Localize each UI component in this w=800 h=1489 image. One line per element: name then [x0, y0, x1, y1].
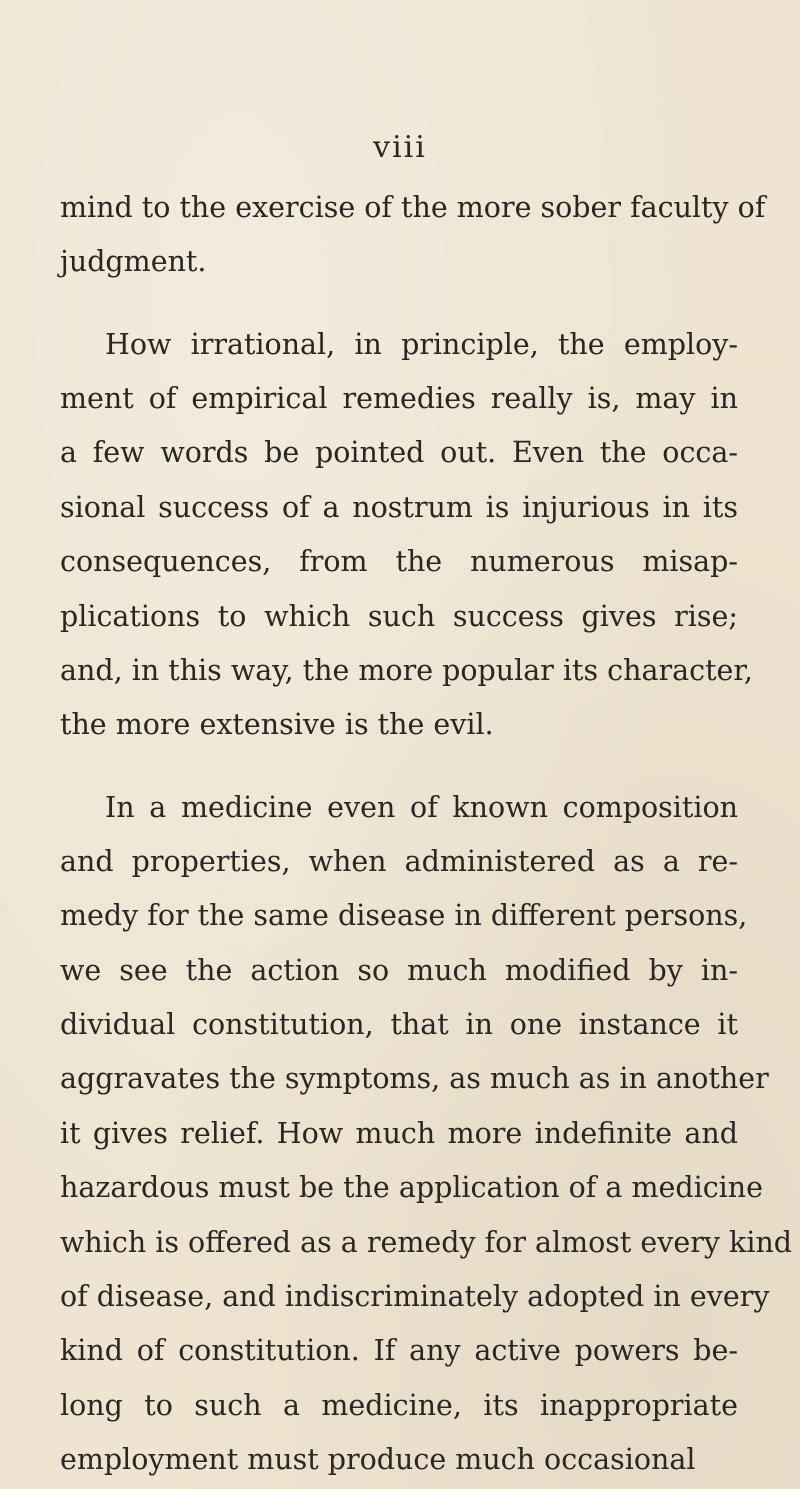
text-line: consequences, from the numerous misap-	[60, 545, 738, 578]
text-line: the more extensive is the evil.	[60, 708, 494, 741]
text-line: we see the action so much modified by in-	[60, 954, 738, 987]
text-line: kind of constitution. If any active powers be-	[60, 1334, 738, 1367]
text-line: sional success of a nostrum is injurious in its	[60, 491, 738, 524]
text-line: mind to the exercise of the more sober faculty of	[60, 191, 766, 224]
text-line: judgment.	[60, 245, 207, 278]
text-line: long to such a medicine, its inappropriate	[60, 1389, 738, 1422]
text-line: employment must produce much occasional	[60, 1443, 696, 1476]
text-line: dividual constitution, that in one instance it	[60, 1008, 738, 1041]
text-line: aggravates the symptoms, as much as in another	[60, 1062, 769, 1095]
text-line: How irrational, in principle, the employ-	[105, 328, 738, 361]
text-line: which is offered as a remedy for almost every kind	[60, 1226, 793, 1259]
text-line: medy for the same disease in different persons,	[60, 899, 748, 932]
text-line: and, in this way, the more popular its character,	[60, 654, 753, 687]
text-line: ment of empirical remedies really is, may in	[60, 382, 738, 415]
text-line: and properties, when administered as a re-	[60, 845, 738, 878]
text-line: it gives relief. How much more indefinite and	[60, 1117, 738, 1150]
text-line: plications to which such success gives rise;	[60, 600, 738, 633]
text-line: In a medicine even of known composition	[105, 791, 738, 824]
text-line: a few words be pointed out. Even the occa-	[60, 436, 738, 469]
text-line: of disease, and indiscriminately adopted in every	[60, 1280, 770, 1313]
page-number: viii	[373, 130, 427, 165]
text-line: hazardous must be the application of a medicine	[60, 1171, 764, 1204]
